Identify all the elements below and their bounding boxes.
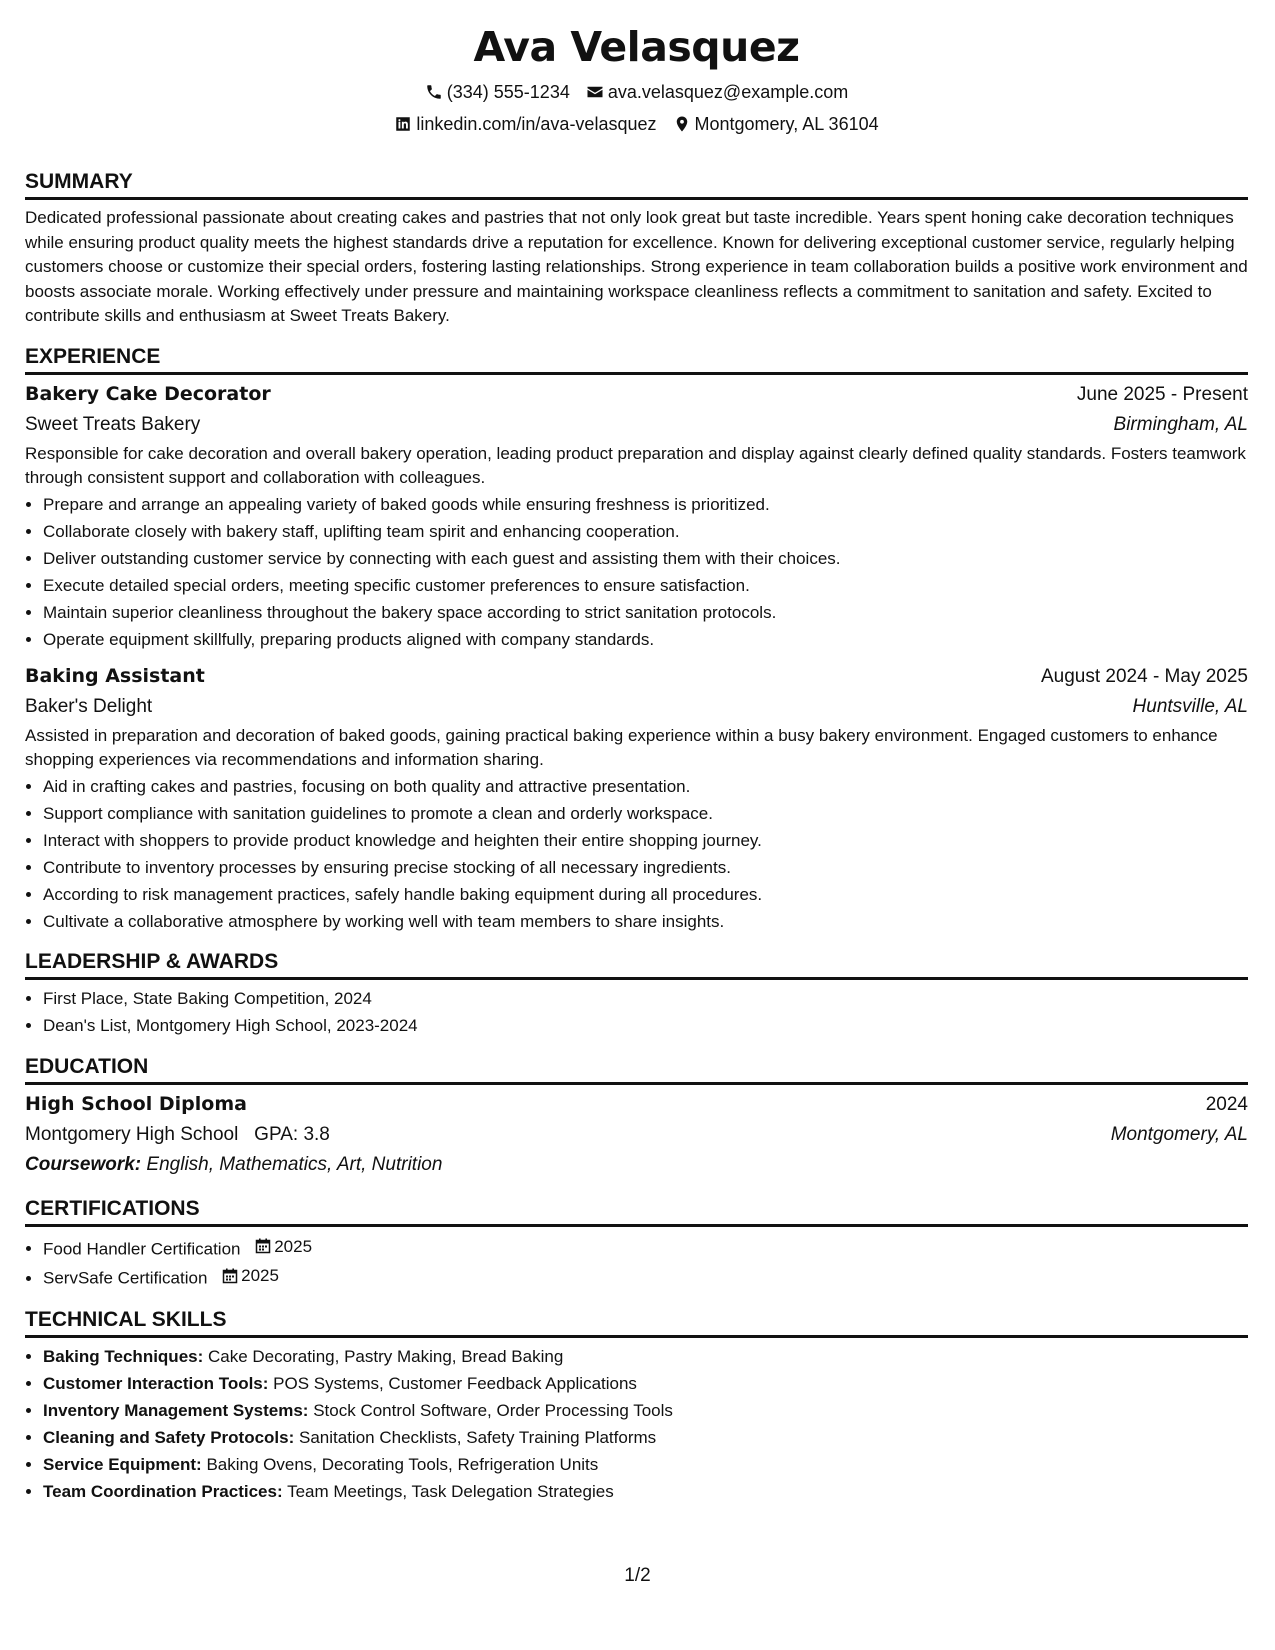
experience-section: [25, 344, 1248, 935]
list-item: • Contribute to inventory processes by ensuring precise stocking of all necessary ingredients.: [43, 854, 1248, 881]
map-pin-icon: [673, 115, 691, 133]
contact-row-2: [25, 112, 1248, 136]
list-item: • Execute detailed special orders, meeting specific customer preferences to ensure satisfaction.: [43, 572, 1248, 599]
skill-label: Team Coordination Practices:: [43, 1481, 283, 1501]
list-item: [43, 1233, 1248, 1263]
skill-value: POS Systems, Customer Feedback Applications: [273, 1373, 637, 1393]
list-item: [43, 1451, 1248, 1478]
skill-label: Baking Techniques:: [43, 1346, 204, 1366]
job-title: Baking Assistant: [25, 664, 205, 687]
list-item: [43, 1262, 1248, 1292]
skills-section: [25, 1307, 1248, 1505]
phone-text: (334) 555-1234: [446, 82, 570, 102]
email-contact[interactable]: [586, 80, 848, 104]
skill-label: Service Equipment:: [43, 1454, 202, 1474]
calendar-icon: [255, 1238, 271, 1254]
section-title: EDUCATION: [25, 1054, 1248, 1085]
school-name: Montgomery High School: [25, 1123, 239, 1145]
company-name: Baker's Delight: [25, 695, 153, 717]
list-item: • According to risk management practices, safely handle baking equipment during all procedures.: [43, 881, 1248, 908]
page-number: 1/2: [624, 1565, 651, 1586]
job-dates: June 2025 - Present: [1076, 383, 1248, 405]
coursework-list: English, Mathematics, Art, Nutrition: [146, 1153, 443, 1175]
list-item: • Collaborate closely with bakery staff, uplifting team spirit and enhancing cooperation.: [43, 518, 1248, 545]
list-item: [43, 1370, 1248, 1397]
list-item: [43, 1478, 1248, 1505]
list-item: • Dean's List, Montgomery High School, 2023-2024: [43, 1012, 1248, 1039]
email-text[interactable]: ava.velasquez@example.com: [607, 82, 849, 102]
section-title: EXPERIENCE: [25, 344, 1248, 375]
job-title: Bakery Cake Decorator: [25, 382, 271, 405]
skill-value: Baking Ovens, Decorating Tools, Refrigeration Units: [206, 1454, 599, 1474]
awards-list: [25, 985, 1248, 1039]
skills-list: [25, 1343, 1248, 1505]
job-entry: [25, 379, 1248, 653]
list-item: • Operate equipment skillfully, preparing products aligned with company standards.: [43, 626, 1248, 653]
linkedin-contact[interactable]: [394, 112, 656, 136]
job-subheader: [25, 692, 1248, 722]
job-header: [25, 379, 1248, 410]
coursework: [25, 1150, 1248, 1180]
linkedin-icon: [394, 115, 412, 133]
job-dates: August 2024 - May 2025: [1040, 665, 1248, 687]
location-text: Montgomery, AL 36104: [694, 114, 879, 134]
list-item: • Prepare and arrange an appealing variety of baked goods while ensuring freshness is prioritized.: [43, 491, 1248, 518]
gpa: GPA: 3.8: [254, 1123, 330, 1145]
awards-section: [25, 949, 1248, 1039]
job-entry: [25, 661, 1248, 935]
school-info: [25, 1120, 330, 1150]
job-subheader: [25, 410, 1248, 440]
list-item: [43, 1343, 1248, 1370]
certification-year: 2025: [274, 1236, 313, 1256]
education-section: [25, 1054, 1248, 1180]
job-location: Huntsville, AL: [1132, 695, 1248, 717]
summary-text: Dedicated professional passionate about creating cakes and pastries that not only look great but taste incredible. Years spent honing cake decoration techniques while ensuring product quality meets the highest standards drive a reputation for excellence. Known for delivering exceptional customer service, regularly helping customers choose or customize their special orders, fostering lasting relationships. Strong experience in team collaboration builds a positive work environment and boosts associate morale. Working effectively under pressure and maintaining workspace cleanliness reflects a commitment to sanitation and safety. Excited to contribute skills and enthusiasm at Sweet Treats Bakery.: [25, 208, 1248, 325]
certification-name: ServSafe Certification: [43, 1268, 208, 1288]
section-title: CERTIFICATIONS: [25, 1196, 1248, 1227]
list-item: • Interact with shoppers to provide product knowledge and heighten their entire shopping journey.: [43, 827, 1248, 854]
list-item: • First Place, State Baking Competition, 2024: [43, 985, 1248, 1012]
list-item: [43, 1424, 1248, 1451]
certification-name: Food Handler Certification: [43, 1239, 241, 1258]
resume-page: [25, 18, 1248, 1505]
list-item: • Deliver outstanding customer service by connecting with each guest and assisting them with their choices.: [43, 545, 1248, 572]
job-description: Responsible for cake decoration and overall bakery operation, leading product preparation and display against clearly defined quality standards. Fosters teamwork through consistent support and collaboration with colleagues.: [25, 443, 1246, 487]
job-header: [25, 661, 1248, 692]
job-location: Birmingham, AL: [1113, 413, 1248, 435]
school-location: Montgomery, AL: [1110, 1123, 1248, 1145]
location-contact: [673, 112, 879, 136]
coursework-label: Coursework:: [25, 1153, 142, 1175]
list-item: [43, 1397, 1248, 1424]
certification-date: [222, 1262, 279, 1289]
skill-value: Sanitation Checklists, Safety Training Platforms: [299, 1427, 657, 1447]
phone-contact: [425, 80, 570, 104]
list-item: • Maintain superior cleanliness throughout the bakery space according to strict sanitation protocols.: [43, 599, 1248, 626]
education-subheader: [25, 1120, 1248, 1150]
candidate-name: Ava Velasquez: [473, 23, 800, 71]
section-title: TECHNICAL SKILLS: [25, 1307, 1248, 1338]
section-title: LEADERSHIP & AWARDS: [25, 949, 1248, 980]
company-name: Sweet Treats Bakery: [25, 413, 201, 435]
degree-name: High School Diploma: [25, 1092, 247, 1115]
envelope-icon: [586, 83, 604, 101]
job-description: Assisted in preparation and decoration of baked goods, gaining practical baking experience within a busy bakery environment. Engaged customers to enhance shopping experiences via recommendations and information sharing.: [25, 725, 1218, 769]
education-header: [25, 1089, 1248, 1120]
certification-date: [255, 1233, 312, 1260]
list-item: • Aid in crafting cakes and pastries, focusing on both quality and attractive presentation.: [43, 773, 1248, 800]
skill-value: Stock Control Software, Order Processing Tools: [313, 1400, 673, 1420]
list-item: • Support compliance with sanitation guidelines to promote a clean and orderly workspace.: [43, 800, 1248, 827]
skill-label: Inventory Management Systems:: [43, 1400, 309, 1420]
phone-icon: [425, 83, 443, 101]
skill-label: Customer Interaction Tools:: [43, 1373, 269, 1393]
contact-row-1: [25, 80, 1248, 104]
section-title: SUMMARY: [25, 169, 1248, 200]
linkedin-text[interactable]: linkedin.com/in/ava-velasquez: [416, 114, 657, 134]
skill-value: Team Meetings, Task Delegation Strategies: [287, 1481, 614, 1501]
job-bullets: [25, 491, 1248, 653]
certification-year: 2025: [241, 1266, 279, 1285]
list-item: • Cultivate a collaborative atmosphere by working well with team members to share insights.: [43, 908, 1248, 935]
certifications-list: [25, 1233, 1248, 1292]
summary-section: [25, 169, 1248, 329]
certifications-section: [25, 1196, 1248, 1292]
skill-label: Cleaning and Safety Protocols:: [43, 1427, 295, 1447]
graduation-year: 2024: [1205, 1093, 1248, 1115]
calendar-icon: [222, 1268, 238, 1284]
job-bullets: [25, 773, 1248, 935]
skill-value: Cake Decorating, Pastry Making, Bread Baking: [208, 1346, 564, 1366]
